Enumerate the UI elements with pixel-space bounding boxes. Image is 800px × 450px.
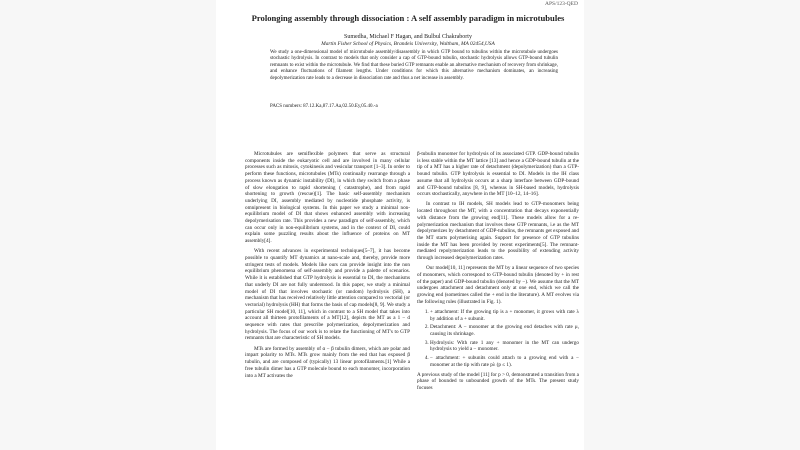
right-column [417, 151, 579, 395]
author-list: Sumedha, Michael F Hagan, and Bulbul Chakraborty [344, 34, 472, 40]
paragraph: With recent advances in experimental techniques[5–7], it has become possible to quantify MT dynamics at nano-scale and, thereby, provide more stringent tests of models. Models like ours can provide insight into the non equilibrium phenomena of self-assembly and provide a palette of scenarios. While it is established that GTP hydrolysis is essential to DI, the mechanisms that underly DI are not fully understood. In this paper, we study a minimal model of DI that involves stochastic (or random) hydrolysis (SH), a mechanism that has received relatively little attention compared to vectorial (or vectorial) hydrolysis (HH) that forms the basis of cap models[8, 9]. We study a particular SH model[10, 11], which in contrast to a SH model that takes into account all thirteen protofilaments of a MT[12], depicts the MT as a 1 − d sequence with rates that prescribe polymerization, depolymerization and hydrolysis. The focus of our work is to relate the functioning of MT's to GTP remnants that are characteristic of SH models. [245, 248, 410, 342]
right-letterbox [584, 0, 800, 450]
left-letterbox [0, 0, 216, 450]
paragraph: β-tubulin monomer for hydrolysis of its associated GTP. GDP-bound tubulin is less stable within the MT lattice [13] and hence a GDP-bound tubulin at the tip of a MT has a higher rate of detachment (depolymerization) than a GTP-bound tubulin. GTP hydrolysis is essential to DI. Models in the IH class assume that all hydrolysis occurs at a sharp interface between GDP-bound and GTP-bound tubulins [8, 9], whereas in SH-based models, hydrolysis occurs stochastically, anywhere in the MT [10–12, 14–16]. [417, 151, 579, 198]
paper-page [216, 0, 584, 450]
abstract: We study a one-dimensional model of microtubule assembly/disassembly in which GTP bound to tubulins within the microtubule undergoes stochastic hydrolysis. In contrast to models that only consider a cap of GTP-bound tubulin, stochastic hydrolysis allows GTP-bound tubulin remnants to exist within the microtubule. We find that these buried GTP remnants enable an alternative mechanism of recovery from shrinkage, and enhance fluctuations of filament lengths. Under conditions for which this alternative mechanism dominates, an increasing depolymerization rate leads to a decrease in dissociation rate and thus a net increase in assembly. [270, 50, 558, 81]
paragraph: Our model[10, 11] represents the MT by a linear sequence of two species of monomers, which correspond to GTP-bound tubulin (denoted by + in rest of the paper) and GDP-bound tubulin (denoted by −). We assume that the MT undergoes attachment and detachment only at one end, which we call the growing end (sometimes called the + end in the literature). A MT evolves via the following rules (illustrated in Fig. 1). [417, 265, 579, 305]
pacs-numbers: PACS numbers: 87.12.Ka,87.17.Aa,02.50.Ey,05.40.-a [270, 104, 378, 109]
paper-title: Prolonging assembly through dissociation : A self assembly paradigm in microtubules [251, 13, 565, 23]
paragraph: A previous study of the model [11] for p > 0, demonstrated a transition from a phase of bounded to unbounded growth of the MTs. The present study focuses [417, 371, 579, 391]
list-item: 1. + attachment: If the growing tip is a + monomer, it grows with rate λ by addition of a + subunit. [430, 309, 579, 322]
affiliation: Martin Fisher School of Physics, Brandeis University, Waltham, MA 02454,USA [321, 41, 495, 47]
list-item: 4. − attachment: + subunits could attach to a growing end with a − monomer at the tip with rate pλ (p ≤ 1). [430, 355, 579, 368]
list-item: 2. Detachment: A − monomer at the growing end detaches with rate μ, causing its shrinkage. [430, 324, 579, 337]
paragraph: MTs are formed by assembly of α − β tubulin dimers, which are polar and impart polarity to MTs. MTs grow mainly from the end that has exposed β tubulin, and are composed of (typically) 13 linear protofilaments.[1] While a free tubulin dimer has a GTP molecule bound to each monomer, incorporation into a MT activates the [245, 345, 410, 379]
journal-ref: APS/123-QED [544, 1, 578, 7]
left-column [245, 151, 410, 383]
paragraph: In contrast to IH models, SH models lead to GTP-monomers being located throughout the MT, with a concentration that decays exponentially with distance from the growing end[11]. These models allow for a re-polymerization mechanism that involves these GTP remnants, i.e as the MT depolymerizes by detachment of GDP-tubulins, the remnants get exposed and the MT starts polymerising again. Support for presence of GTP tubulins inside the MT has been provided by recent experiments[5]. The remnant-mediated repolymerization leads to the possibility of extending activity through increased depolymerization rates. [417, 201, 579, 262]
list-item: 3. Hydrolysis: With rate 1 any + monomer in the MT can undergo hydrolysis to yield a − monomer. [430, 340, 579, 353]
model-rules-list [417, 309, 579, 369]
paragraph: Microtubules are semiflexible polymers that serve as structural components inside the eukaryotic cell and are involved in many cellular processes such as mitosis, cytokinesis and vesicular transport [1–3]. In order to perform these functions, microtubules (MTs) continually rearrange through a process known as dynamic instability (DI), in which they switch from a phase of slow elongation to rapid shortening ( catastrophe), and from rapid shortening to growth (rescue)[1]. The basic self-assembly mechanism underlying DI, assembly mediated by nucleotide phosphate activity, is omnipresent in biological systems. In this paper we study a minimal non-equilibrium model of DI that shows enhanced assembly with increasing depolymerisation rate. This provides a new paradigm of self-assembly, which can occur only in non-equilibrium systems, and in the context of DI, could explain some puzzling results about the influence of proteins on MT assembly[4]. [245, 151, 410, 245]
